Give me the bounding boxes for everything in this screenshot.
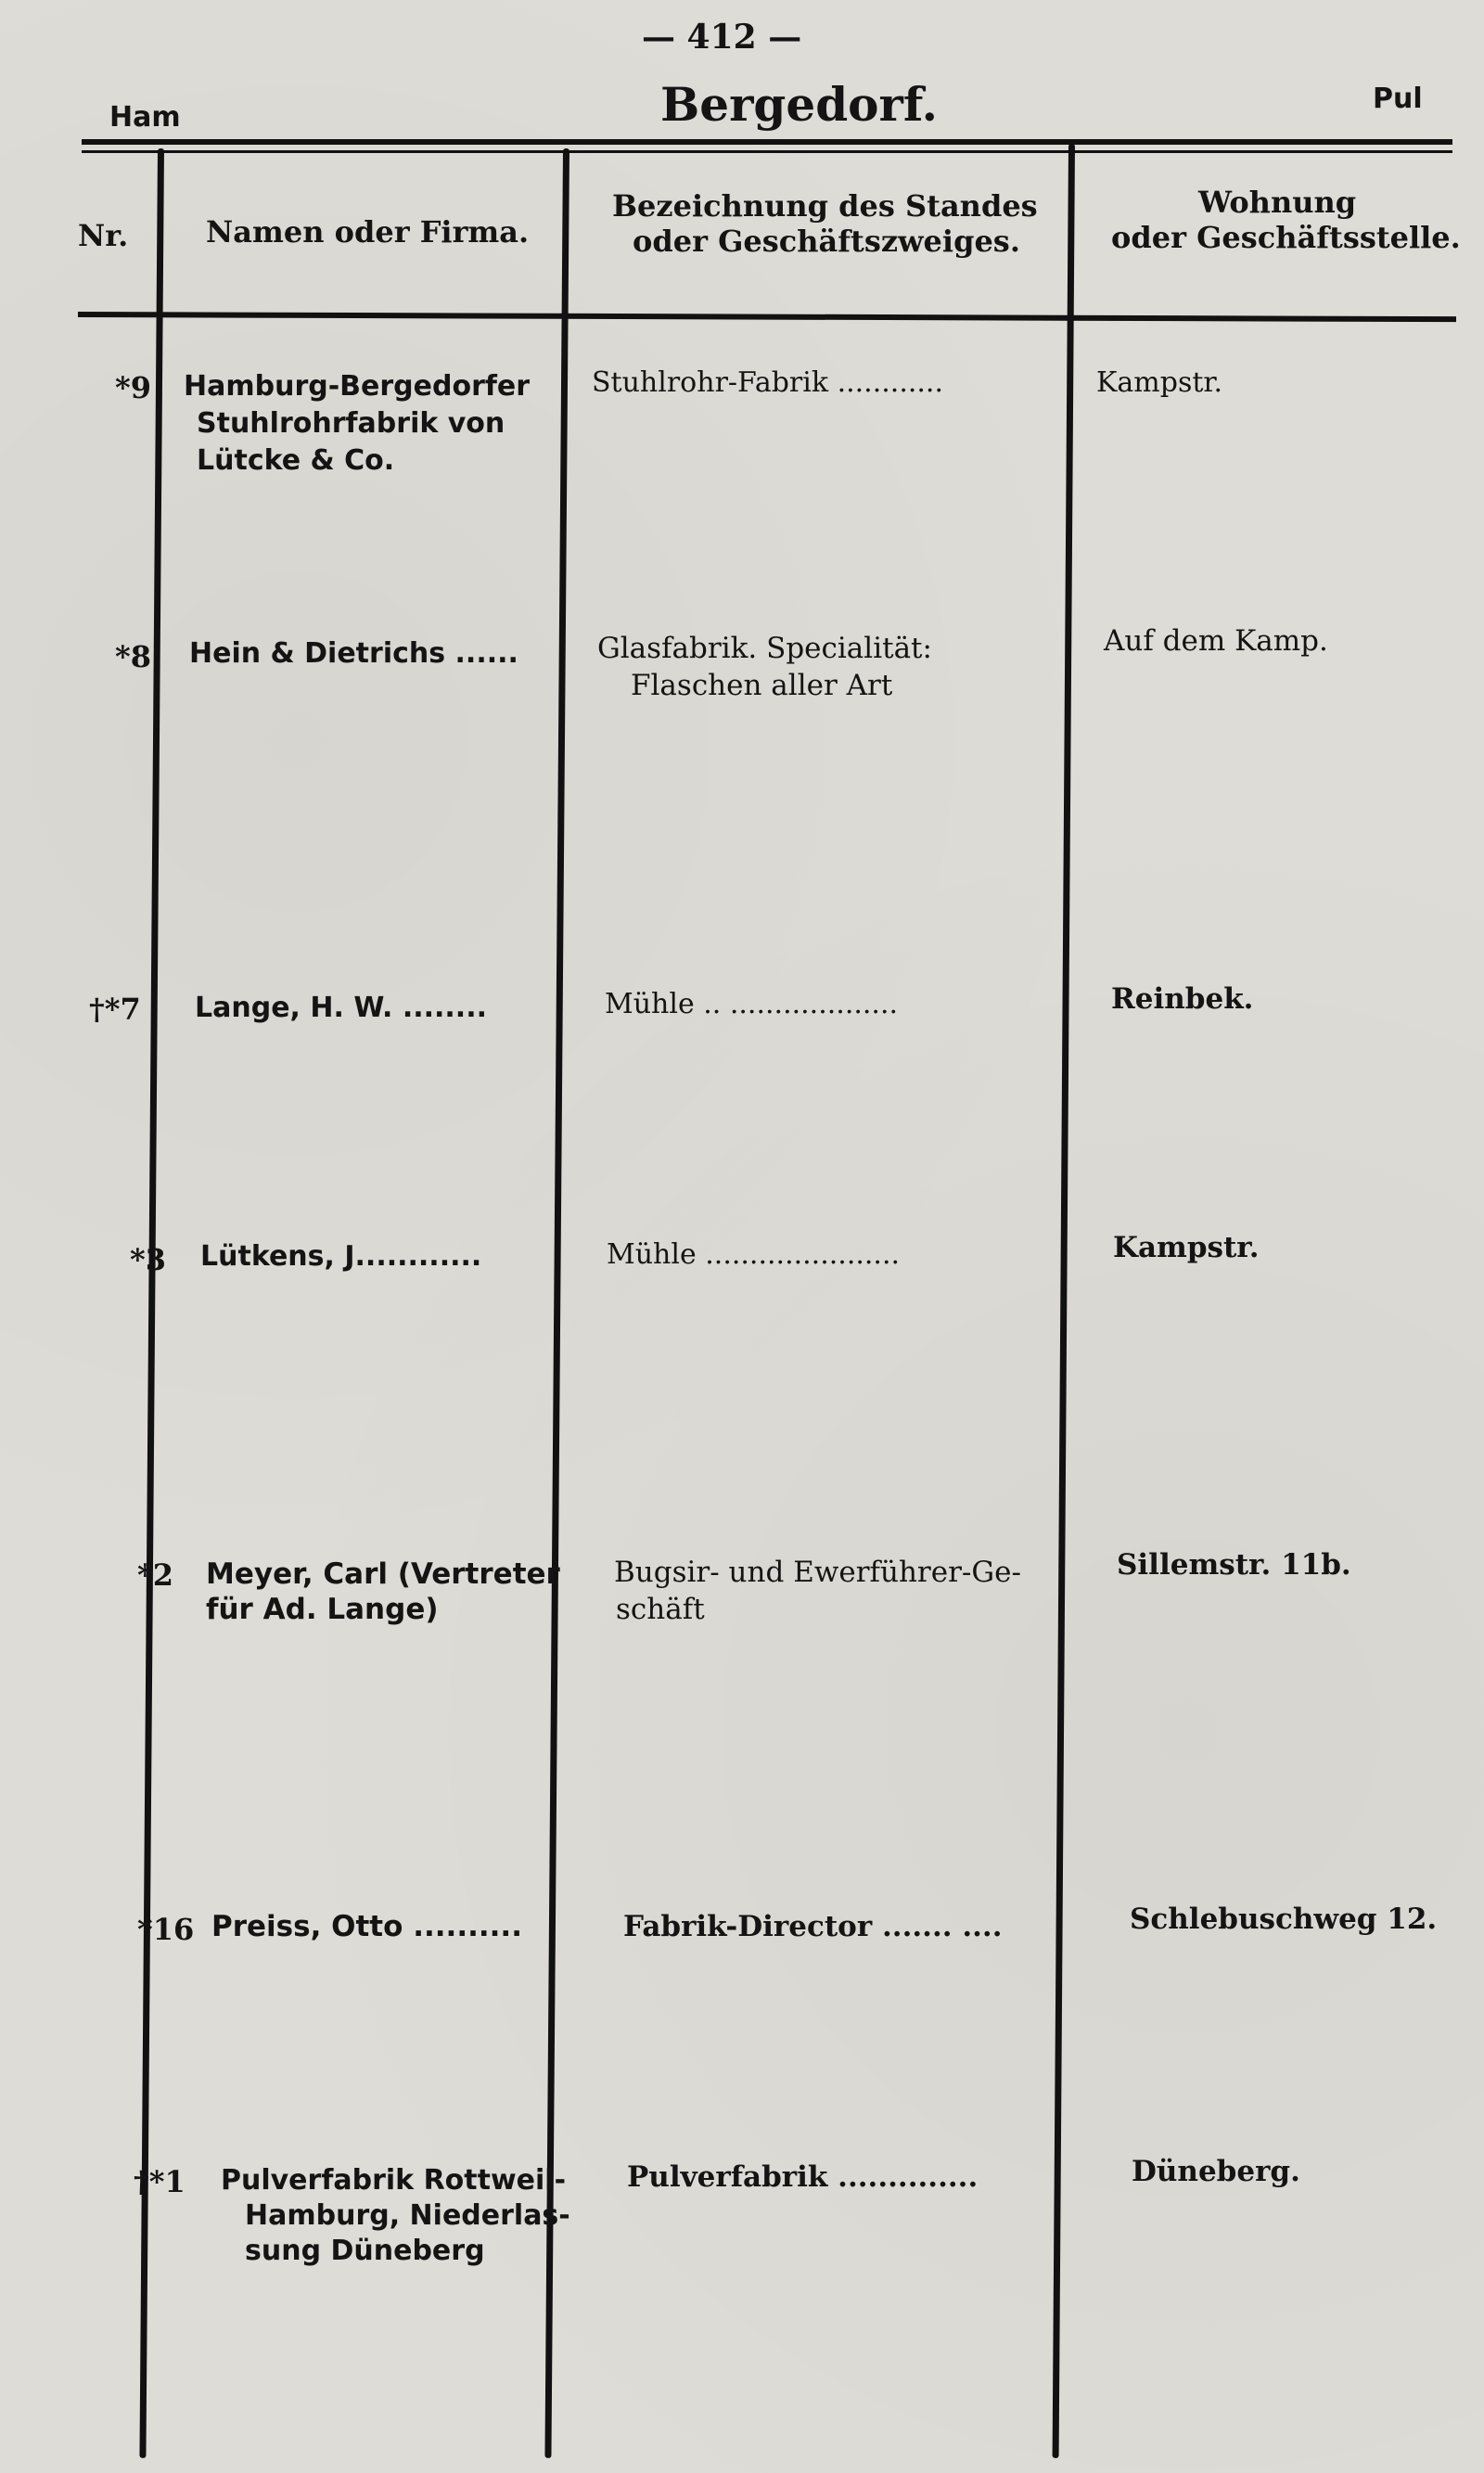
row-address: Reinbek. bbox=[1111, 982, 1254, 1016]
row-address: Sillemstr. 11b. bbox=[1117, 1548, 1351, 1582]
header-rule-top bbox=[82, 139, 1452, 145]
row-description-line-1: Fabrik-Director ....... .... bbox=[623, 1910, 1003, 1943]
row-nr: *16 bbox=[137, 1912, 195, 1947]
column-header-name: Namen oder Firma. bbox=[206, 214, 530, 250]
row-description-line-1: Stuhlrohr-Fabrik ............ bbox=[592, 366, 943, 399]
row-name-line-1: Hamburg-Bergedorfer bbox=[184, 370, 531, 403]
row-nr: *2 bbox=[137, 1557, 173, 1593]
row-address: Kampstr. bbox=[1113, 1231, 1260, 1264]
row-description-line-1: Mühle .. ................... bbox=[605, 988, 899, 1020]
row-description-line-1: Pulverfabrik .............. bbox=[627, 2160, 979, 2194]
row-name-line-2: Hamburg, Niederlas- bbox=[245, 2199, 570, 2232]
row-description-line-1: Glasfabrik. Specialität: bbox=[597, 632, 932, 665]
row-name-line-2: Stuhlrohrfabrik von bbox=[197, 407, 505, 440]
column-header-rule bbox=[78, 312, 1456, 322]
row-name-line-1: Meyer, Carl (Vertreter bbox=[206, 1557, 560, 1591]
vertical-rule-2 bbox=[544, 148, 569, 2458]
row-name-line-2: für Ad. Lange) bbox=[206, 1593, 439, 1626]
row-address: Schlebuschweg 12. bbox=[1130, 1903, 1438, 1936]
column-header-nr: Nr. bbox=[78, 218, 129, 253]
vertical-rule-3 bbox=[1053, 144, 1075, 2458]
column-header-address-line-1: Wohnung bbox=[1198, 185, 1357, 220]
row-nr: *3 bbox=[130, 1242, 166, 1277]
row-description-line-2: schäft bbox=[616, 1593, 705, 1626]
left-running-head: Ham bbox=[109, 101, 181, 134]
row-description-line-2: Flaschen aller Art bbox=[631, 669, 893, 702]
row-name-line-1: Lange, H. W. ........ bbox=[195, 992, 487, 1024]
page-number: — 412 — bbox=[642, 18, 802, 57]
row-name-line-1: Preiss, Otto .......... bbox=[211, 1910, 522, 1943]
header-rule-bottom bbox=[82, 150, 1452, 153]
row-nr: †*1 bbox=[134, 2164, 186, 2199]
row-description-line-1: Mühle ...................... bbox=[607, 1238, 901, 1271]
row-name-line-1: Pulverfabrik Rottweil- bbox=[221, 2164, 567, 2197]
row-name-line-1: Hein & Dietrichs ...... bbox=[189, 637, 518, 670]
vertical-rule-1 bbox=[139, 148, 164, 2458]
page-title: Bergedorf. bbox=[660, 77, 938, 132]
row-nr: †*7 bbox=[89, 992, 141, 1027]
row-description-line-1: Bugsir- und Ewerführer-Ge- bbox=[614, 1556, 1021, 1589]
row-nr: *8 bbox=[115, 639, 151, 674]
column-header-description-line-2: oder Geschäftszweiges. bbox=[633, 224, 1020, 259]
row-name-line-1: Lütkens, J............ bbox=[200, 1240, 482, 1273]
row-address: Kampstr. bbox=[1096, 366, 1222, 399]
column-header-address-line-2: oder Geschäftsstelle. bbox=[1111, 220, 1461, 255]
row-name-line-3: Lütcke & Co. bbox=[197, 444, 395, 477]
column-header-description-line-1: Bezeichnung des Standes bbox=[612, 188, 1038, 224]
row-nr: *9 bbox=[115, 370, 151, 405]
row-name-line-3: sung Düneberg bbox=[245, 2235, 485, 2267]
row-address: Auf dem Kamp. bbox=[1104, 624, 1328, 658]
right-running-head: Pul bbox=[1373, 83, 1423, 115]
row-address: Düneberg. bbox=[1132, 2155, 1300, 2188]
